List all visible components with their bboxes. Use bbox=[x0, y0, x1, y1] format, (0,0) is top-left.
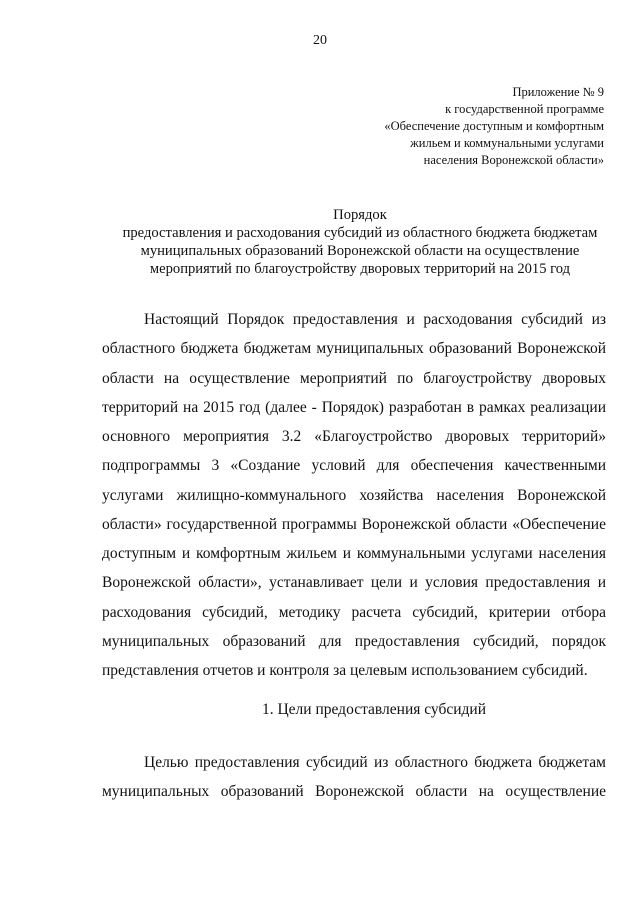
paragraph-line: Воронежской области», устанавливает цели и условия предоставления и bbox=[102, 574, 606, 592]
paragraph-line: области на осуществление мероприятий по благоустройству дворовых bbox=[102, 369, 606, 387]
title-line: предоставления и расходования субсидий из областного бюджета бюджетам bbox=[122, 225, 598, 241]
page-number: 20 bbox=[313, 33, 327, 48]
paragraph-intro bbox=[102, 305, 606, 685]
paragraph-line: области» государственной программы Воронежской области «Обеспечение bbox=[102, 515, 606, 533]
title-heading: Порядок bbox=[333, 207, 387, 223]
appendix-line: Приложение № 9 bbox=[512, 85, 604, 99]
section-heading: 1. Цели предоставления субсидий bbox=[261, 701, 487, 718]
paragraph-line: представления отчетов и контроля за целевым использованием субсидий. bbox=[102, 662, 588, 679]
appendix-line: населения Воронежской области» bbox=[423, 153, 604, 167]
paragraph-line: территорий на 2015 год (далее - Порядок) разработан в рамках реализации bbox=[102, 398, 606, 416]
appendix-line: к государственной программе bbox=[445, 102, 604, 116]
appendix-line: жильем и коммунальными услугами bbox=[410, 136, 604, 150]
paragraph-line: муниципальных образований для предоставления субсидий, порядок bbox=[102, 632, 606, 650]
paragraph-line: Настоящий Порядок предоставления и расходования субсидий из bbox=[144, 311, 606, 328]
paragraph-line: Целью предоставления субсидий из областного бюджета бюджетам bbox=[144, 754, 606, 771]
paragraph-line: муниципальных образований Воронежской области на осуществление bbox=[102, 783, 606, 801]
document-title bbox=[60, 206, 640, 278]
paragraph-line: расходования субсидий, методику расчета субсидий, критерии отбора bbox=[102, 603, 606, 621]
title-line: муниципальных образований Воронежской области на осуществление bbox=[140, 243, 580, 259]
paragraph-line: основного мероприятия 3.2 «Благоустройство дворовых территорий» bbox=[102, 428, 606, 445]
paragraph-goals bbox=[102, 748, 606, 807]
paragraph-line: доступным и комфортным жильем и коммунальными услугами населения bbox=[102, 545, 606, 562]
title-line: мероприятий по благоустройству дворовых территорий на 2015 год bbox=[149, 261, 571, 277]
paragraph-line: областного бюджета бюджетам муниципальных образований Воронежской bbox=[102, 340, 606, 358]
appendix-line: «Обеспечение доступным и комфортным bbox=[384, 119, 604, 133]
appendix-block bbox=[284, 84, 604, 169]
paragraph-line: услугами жилищно-коммунального хозяйства населения Воронежской bbox=[102, 486, 606, 504]
paragraph-line: подпрограммы 3 «Создание условий для обеспечения качественными bbox=[102, 457, 606, 475]
